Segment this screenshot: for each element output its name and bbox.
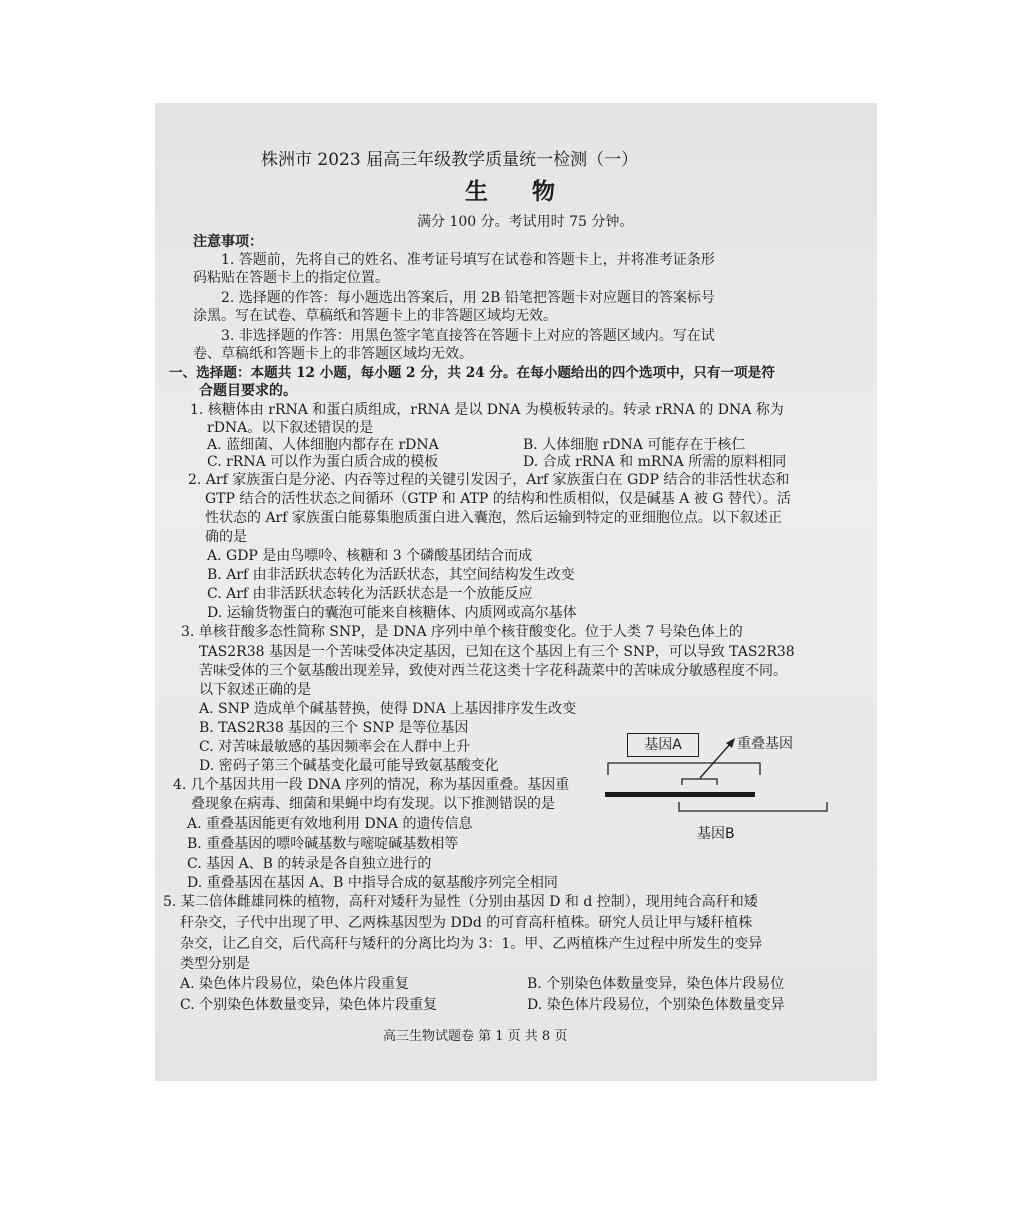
notice-line: 2. 选择题的作答：每小题选出答案后，用 2B 铅笔把答题卡对应题目的答案标号 xyxy=(221,290,715,306)
q3-option-b: B. TAS2R38 基因的三个 SNP 是等位基因 xyxy=(199,720,469,736)
q2-option-c: C. Arf 由非活跃状态转化为活跃状态是一个放能反应 xyxy=(207,586,533,602)
notice-line: 3. 非选择题的作答：用黑色签字笔直接答在答题卡上对应的答题区域内。写在试 xyxy=(221,328,715,344)
q1-option-c: C. rRNA 可以作为蛋白质合成的模板 xyxy=(207,454,439,470)
exam-info: 满分 100 分。考试用时 75 分钟。 xyxy=(417,214,634,230)
notice-line: 卷、草稿纸和答题卡上的非答题区域均无效。 xyxy=(193,346,473,362)
q1-option-d: D. 合成 rRNA 和 mRNA 所需的原料相同 xyxy=(523,454,787,470)
overlap-gene-label: 重叠基因 xyxy=(737,736,793,752)
q2-stem: 确的是 xyxy=(205,529,247,545)
section-heading-cont: 合题目要求的。 xyxy=(199,383,297,399)
q4-option-b: B. 重叠基因的嘌呤碱基数与嘧啶碱基数相等 xyxy=(187,836,459,852)
notice-line: 码粘贴在答题卡上的指定位置。 xyxy=(193,270,389,286)
q5-stem: 5. 某二倍体雌雄同株的植物，高秆对矮秆为显性（分别由基因 D 和 d 控制），现用纯合高秆和矮 xyxy=(163,894,758,910)
q2-stem: 性状态的 Arf 家族蛋白能募集胞质蛋白进入囊泡，然后运输到特定的亚细胞位点。以下叙述正 xyxy=(205,510,782,526)
notice-heading: 注意事项： xyxy=(193,234,263,250)
q2-option-d: D. 运输货物蛋白的囊泡可能来自核糖体、内质网或高尔基体 xyxy=(207,605,577,621)
q1-stem: 1. 核糖体由 rRNA 和蛋白质组成，rRNA 是以 DNA 为模板转录的。转录 rRNA 的 DNA 称为 xyxy=(190,402,784,418)
gene-b-label: 基因B xyxy=(697,826,735,842)
q3-stem: 以下叙述正确的是 xyxy=(199,682,311,698)
q2-stem: GTP 结合的活性状态之间循环（GTP 和 ATP 的结构和性质相似，仅是碱基 A 被 G 替代）。活 xyxy=(205,491,791,507)
q5-option-d: D. 染色体片段易位，个别染色体数量变异 xyxy=(527,997,785,1013)
gene-a-box: 基因A xyxy=(627,733,699,757)
page-footer: 高三生物试题卷 第 1 页 共 8 页 xyxy=(383,1029,568,1044)
q1-option-b: B. 人体细胞 rDNA 可能存在于核仁 xyxy=(523,437,746,453)
q3-option-c: C. 对苦味最敏感的基因频率会在人群中上升 xyxy=(199,739,471,755)
gene-overlap-diagram xyxy=(605,731,875,851)
q4-option-d: D. 重叠基因在基因 A、B 中指导合成的氨基酸序列完全相同 xyxy=(187,875,558,891)
q3-option-d: D. 密码子第三个碱基变化最可能导致氨基酸变化 xyxy=(199,758,499,774)
q5-option-a: A. 染色体片段易位，染色体片段重复 xyxy=(180,976,410,992)
q2-option-b: B. Arf 由非活跃状态转化为活跃状态，其空间结构发生改变 xyxy=(207,567,575,583)
exam-page xyxy=(155,103,877,1081)
q5-option-b: B. 个别染色体数量变异，染色体片段易位 xyxy=(527,976,785,992)
q4-stem: 叠现象在病毒、细菌和果蝇中均有发现。以下推测错误的是 xyxy=(191,796,555,812)
notice-line: 1. 答题前，先将自己的姓名、准考证号填写在试卷和答题卡上，并将准考证条形 xyxy=(221,252,715,268)
q3-option-a: A. SNP 造成单个碱基替换，使得 DNA 上基因排序发生改变 xyxy=(199,701,577,717)
q4-option-a: A. 重叠基因能更有效地利用 DNA 的遗传信息 xyxy=(187,816,473,832)
q1-stem: rDNA。以下叙述错误的是 xyxy=(207,420,374,436)
q5-stem: 秆杂交，子代中出现了甲、乙两株基因型为 DDd 的可育高秆植株。研究人员让甲与矮秆植株 xyxy=(180,915,753,931)
section-heading: 一、选择题：本题共 12 小题，每小题 2 分，共 24 分。在每小题给出的四个选项中，只有一项是符 xyxy=(169,365,775,381)
q4-stem: 4. 几个基因共用一段 DNA 序列的情况，称为基因重叠。基因重 xyxy=(173,777,570,793)
q5-option-c: C. 个别染色体数量变异，染色体片段重复 xyxy=(180,997,438,1013)
q3-stem: TAS2R38 基因是一个苦味受体决定基因，已知在这个基因上有三个 SNP，可以导致 TAS2R38 xyxy=(199,644,795,660)
q2-option-a: A. GDP 是由鸟嘌呤、核糖和 3 个磷酸基团结合而成 xyxy=(207,548,533,564)
q1-option-a: A. 蓝细菌、人体细胞内都存在 rDNA xyxy=(207,437,439,453)
q3-stem: 3. 单核苷酸多态性简称 SNP，是 DNA 序列中单个核苷酸变化。位于人类 7 号染色体上的 xyxy=(181,624,743,640)
q2-stem: 2. Arf 家族蛋白是分泌、内吞等过程的关键引发因子，Arf 家族蛋白在 GDP 结合的非活性状态和 xyxy=(188,472,790,488)
q5-stem: 杂交，让乙自交，后代高秆与矮秆的分离比均为 3：1。甲、乙两植株产生过程中所发生的变异 xyxy=(180,936,763,952)
q4-option-c: C. 基因 A、B 的转录是各自独立进行的 xyxy=(187,856,432,872)
notice-line: 涂黑。写在试卷、草稿纸和答题卡上的非答题区域均无效。 xyxy=(193,308,557,324)
exam-title: 株洲市 2023 届高三年级教学质量统一检测（一） xyxy=(261,150,639,170)
subject-title: 生 物 xyxy=(465,178,574,205)
q3-stem: 苦味受体的三个氨基酸出现差异，致使对西兰花这类十字花科蔬菜中的苦味成分敏感程度不同。 xyxy=(199,663,787,679)
q5-stem: 类型分别是 xyxy=(180,956,250,972)
